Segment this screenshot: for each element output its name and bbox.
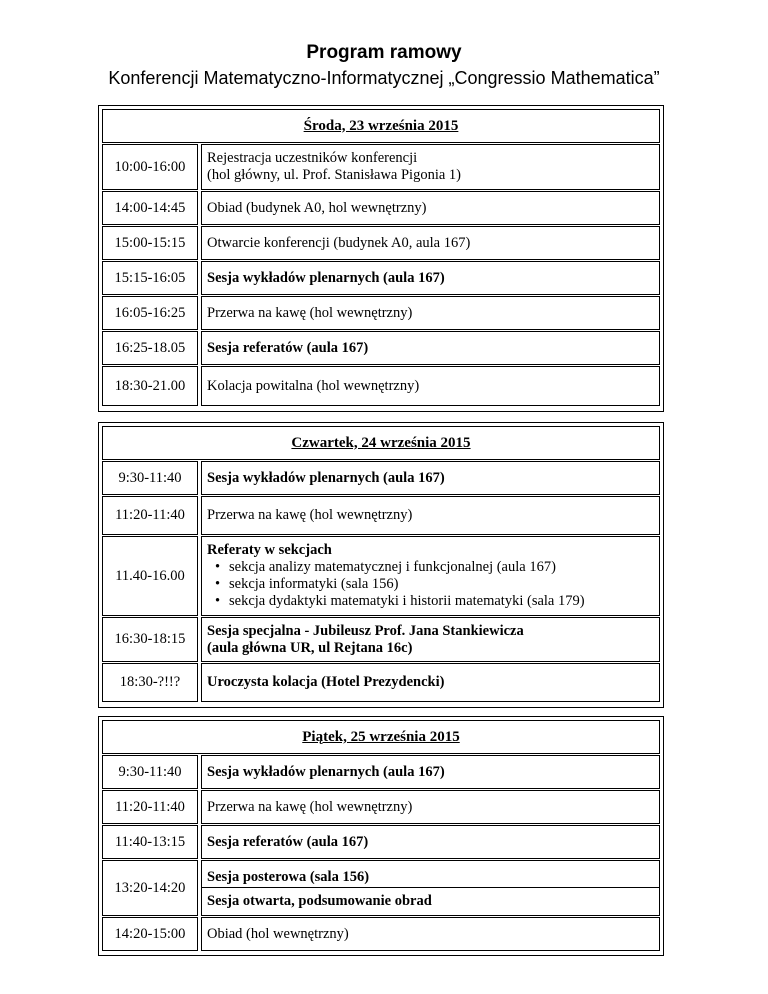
day-header: Środa, 23 września 2015 bbox=[102, 109, 660, 143]
time-cell: 11:40-13:15 bbox=[102, 825, 198, 859]
day-block-thursday bbox=[98, 422, 664, 708]
day-header: Czwartek, 24 września 2015 bbox=[102, 426, 660, 460]
time-cell: 15:15-16:05 bbox=[102, 261, 198, 295]
event-text: (aula główna UR, ul Rejtana 16c) bbox=[207, 639, 413, 656]
time-cell: 14:00-14:45 bbox=[102, 191, 198, 225]
event-text: Kolacja powitalna (hol wewnętrzny) bbox=[207, 377, 420, 394]
event-cell bbox=[201, 461, 660, 495]
time-cell: 13:20-14:20 bbox=[102, 860, 198, 916]
time-cell: 16:05-16:25 bbox=[102, 296, 198, 330]
event-cell bbox=[201, 144, 660, 190]
section-heading: Referaty w sekcjach bbox=[207, 542, 332, 558]
event-text: Przerwa na kawę (hol wewnętrzny) bbox=[207, 798, 413, 815]
time-cell: 11.40-16.00 bbox=[102, 536, 198, 616]
time-cell: 9:30-11:40 bbox=[102, 461, 198, 495]
event-cell bbox=[201, 261, 660, 295]
event-text: Sesja referatów (aula 167) bbox=[207, 339, 369, 356]
time-cell: 15:00-15:15 bbox=[102, 226, 198, 260]
event-text: Otwarcie konferencji (budynek A0, aula 167) bbox=[207, 234, 471, 251]
time-cell: 16:30-18:15 bbox=[102, 617, 198, 662]
event-text: Obiad (budynek A0, hol wewnętrzny) bbox=[207, 199, 427, 216]
time-cell: 18:30-21.00 bbox=[102, 366, 198, 406]
event-cell bbox=[201, 496, 660, 535]
event-cell bbox=[201, 663, 660, 702]
event-text: Sesja referatów (aula 167) bbox=[207, 833, 369, 850]
time-cell: 11:20-11:40 bbox=[102, 790, 198, 824]
event-cell bbox=[201, 366, 660, 406]
time-cell: 16:25-18.05 bbox=[102, 331, 198, 365]
event-cell bbox=[201, 536, 660, 616]
day-block-wednesday bbox=[98, 105, 664, 412]
event-cell bbox=[201, 755, 660, 789]
event-text: Rejestracja uczestników konferencji bbox=[207, 150, 418, 166]
event-text: Sesja otwarta, podsumowanie obrad bbox=[207, 893, 432, 909]
event-text: Sesja wykładów plenarnych (aula 167) bbox=[207, 269, 445, 286]
event-cell bbox=[201, 825, 660, 859]
event-cell bbox=[201, 887, 660, 916]
event-cell bbox=[201, 617, 660, 662]
time-cell: 11:20-11:40 bbox=[102, 496, 198, 535]
event-text: Sesja posterowa (sala 156) bbox=[207, 868, 370, 885]
time-cell: 10:00-16:00 bbox=[102, 144, 198, 190]
event-cell bbox=[201, 296, 660, 330]
event-text: Przerwa na kawę (hol wewnętrzny) bbox=[207, 507, 413, 523]
time-cell: 14:20-15:00 bbox=[102, 917, 198, 951]
list-item: • sekcja dydaktyki matematyki i historii matematyki (sala 179) bbox=[229, 593, 659, 610]
page-title: Program ramowy bbox=[306, 42, 462, 63]
day-header: Piątek, 25 września 2015 bbox=[102, 720, 660, 754]
event-text: (hol główny, ul. Prof. Stanisława Pigonia 1) bbox=[207, 167, 461, 183]
event-text: Sesja wykładów plenarnych (aula 167) bbox=[207, 469, 445, 486]
event-text: Przerwa na kawę (hol wewnętrzny) bbox=[207, 304, 413, 321]
event-cell bbox=[201, 226, 660, 260]
day-block-friday bbox=[98, 716, 664, 956]
time-cell: 9:30-11:40 bbox=[102, 755, 198, 789]
event-text: Sesja specjalna - Jubileusz Prof. Jana Stankiewicza bbox=[207, 622, 524, 639]
event-text: Obiad (hol wewnętrzny) bbox=[207, 925, 349, 942]
section-list bbox=[207, 559, 659, 610]
event-text: Sesja wykładów plenarnych (aula 167) bbox=[207, 763, 445, 780]
event-text: Uroczysta kolacja (Hotel Prezydencki) bbox=[207, 674, 445, 690]
event-cell bbox=[201, 790, 660, 824]
event-cell bbox=[201, 917, 660, 951]
time-cell: 18:30-?!!? bbox=[102, 663, 198, 702]
list-item: • sekcja informatyki (sala 156) bbox=[229, 576, 659, 593]
page-subtitle: Konferencji Matematyczno-Informatycznej „Congressio Mathematica” bbox=[108, 68, 660, 88]
event-cell bbox=[201, 191, 660, 225]
list-item: • sekcja analizy matematycznej i funkcjonalnej (aula 167) bbox=[229, 559, 659, 576]
event-cell bbox=[201, 331, 660, 365]
